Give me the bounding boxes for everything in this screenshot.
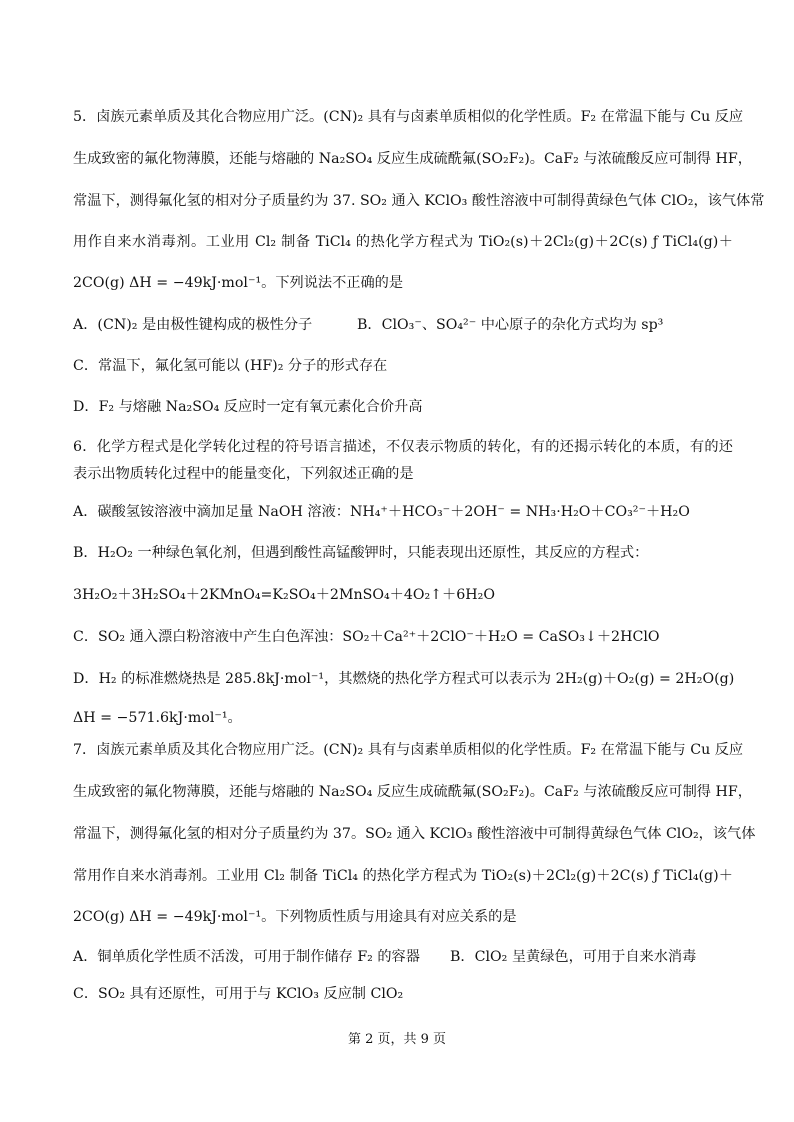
q7-line-2: 生成致密的氟化物薄膜，还能与熔融的 Na₂SO₄ 反应生成硫酰氟(SO₂F₂)。CaF₂ 与浓硫酸反应可制得 HF， [73,784,752,800]
q5-line-3: 常温下，测得氟化氢的相对分子质量约为 37. SO₂ 通入 KClO₃ 酸性溶液中可制得黄绿色气体 ClO₂，该气体常 [73,193,765,209]
q5-option-a: A．(CN)₂ 是由极性键构成的极性分子 [73,317,313,333]
q5-line-4: 用作自来水消毒剂。工业用 Cl₂ 制备 TiCl₄ 的热化学方程式为 TiO₂(s)＋2Cl₂(g)＋2C(s) ƒ TiCl₄(g)＋ [73,234,733,250]
q7-option-b: B．ClO₂ 呈黄绿色，可用于自来水消毒 [450,949,697,965]
q5-line-5: 2CO(g) ΔH = −49kJ·mol⁻¹。下列说法不正确的是 [73,275,404,291]
q6-option-d-text: D．H₂ 的标准燃烧热是 285.8kJ·mol⁻¹，其燃烧的热化学方程式可以表示为 2H₂(g)＋O₂(g) = 2H₂O(g) [73,671,735,687]
q7-line-1: 7．卤族元素单质及其化合物应用广泛。(CN)₂ 具有与卤素单质相似的化学性质。F₂ 在常温下能与 Cu 反应 [73,742,744,758]
q7-line-3: 常温下，测得氟化氢的相对分子质量约为 37。SO₂ 通入 KClO₃ 酸性溶液中可制得黄绿色气体 ClO₂，该气体 [73,826,756,842]
q6-line-2: 表示出物质转化过程中的能量变化，下列叙述正确的是 [73,466,414,482]
q6-option-d-enthalpy: ΔH = −571.6kJ·mol⁻¹。 [73,710,242,726]
q5-option-c: C．常温下，氟化氢可能以 (HF)₂ 分子的形式存在 [73,358,388,374]
page-number: 第 2 页，共 9 页 [347,1032,447,1047]
q6-line-1: 6．化学方程式是化学转化过程的符号语言描述，不仅表示物质的转化，有的还揭示转化的本质，有的还 [73,439,733,455]
q5-option-d: D．F₂ 与熔融 Na₂SO₄ 反应时一定有氧元素化合价升高 [73,399,423,415]
q6-option-b-equation: 3H₂O₂＋3H₂SO₄＋2KMnO₄=K₂SO₄＋2MnSO₄＋4O₂↑＋6H₂O [73,587,495,603]
q6-option-b-text: B．H₂O₂ 一种绿色氧化剂，但遇到酸性高锰酸钾时，只能表现出还原性，其反应的方程式： [73,545,649,561]
q6-option-c: C．SO₂ 通入漂白粉溶液中产生白色浑浊：SO₂＋Ca²⁺＋2ClO⁻＋H₂O = CaSO₃↓＋2HClO [73,629,660,645]
q5-option-b: B．ClO₃⁻、SO₄²⁻ 中心原子的杂化方式均为 sp³ [357,317,664,333]
q7-option-c: C．SO₂ 具有还原性，可用于与 KClO₃ 反应制 ClO₂ [73,986,404,1002]
q7-line-4: 常用作自来水消毒剂。工业用 Cl₂ 制备 TiCl₄ 的热化学方程式为 TiO₂(s)＋2Cl₂(g)＋2C(s) ƒ TiCl₄(g)＋ [73,868,733,884]
q5-line-1: 5．卤族元素单质及其化合物应用广泛。(CN)₂ 具有与卤素单质相似的化学性质。F₂ 在常温下能与 Cu 反应 [73,109,744,125]
q6-option-a: A．碳酸氢铵溶液中滴加足量 NaOH 溶液：NH₄⁺＋HCO₃⁻＋2OH⁻ = NH₃·H₂O＋CO₃²⁻＋H₂O [73,504,690,520]
q7-line-5: 2CO(g) ΔH = −49kJ·mol⁻¹。下列物质性质与用途具有对应关系的是 [73,909,517,925]
q7-option-a: A．铜单质化学性质不活泼，可用于制作储存 F₂ 的容器 [73,949,420,965]
q5-line-2: 生成致密的氟化物薄膜，还能与熔融的 Na₂SO₄ 反应生成硫酰氟(SO₂F₂)。CaF₂ 与浓硫酸反应可制得 HF， [73,151,752,167]
